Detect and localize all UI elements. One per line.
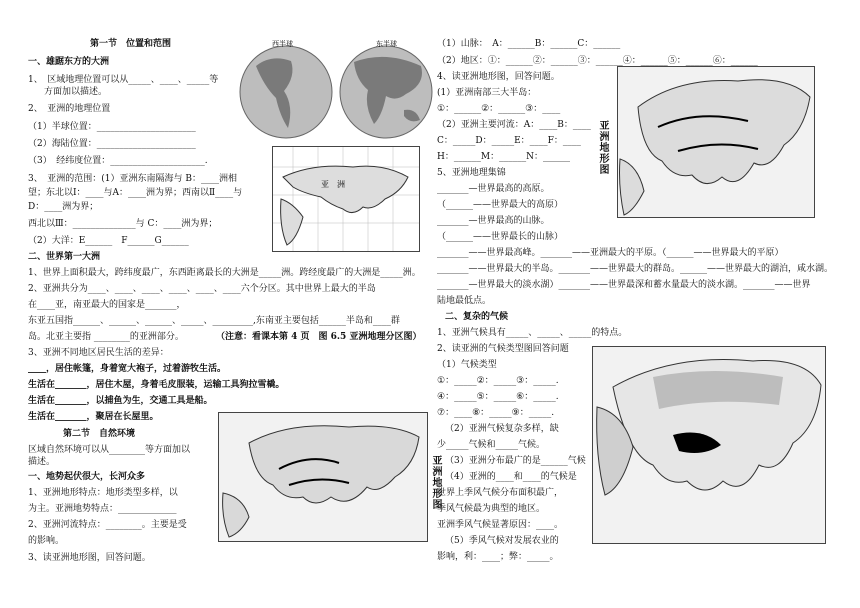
climate-2: 2、读亚洲的气候类型图回答问题 <box>437 344 569 354</box>
main-7: ____，居住帐篷，身着宽大袍子，过着游牧生活。 <box>28 364 227 374</box>
r-line-17: 陆地最低点。 <box>437 296 492 306</box>
climate-12: 季风气候最为典型的地区。 <box>437 504 546 514</box>
heading-1: 一、雄踞东方的大洲 <box>28 57 110 67</box>
terrain-2b: 的影响。 <box>28 536 65 546</box>
r-line-6: （2）亚洲主要河流：A：____B：____ <box>437 120 591 130</box>
terrain-1: 1、亚洲地形特点：地形类型多样，以 <box>28 488 178 498</box>
line-3e: （2）大洋：E______ F______G______ <box>28 236 189 246</box>
r-line-7: C：_____D：_____E：____F：____ <box>437 136 581 146</box>
heading-3: 一、地势起伏很大，长河众多 <box>28 472 146 482</box>
climate-6: ⑦：____⑧：_____⑨：_____. <box>437 408 555 418</box>
terrain-1b: 为主。亚洲地势特点：_____________ <box>28 504 177 514</box>
east-hemisphere-label: 东半球 <box>376 40 397 48</box>
main-8: 生活在_______，居住木屋，身着毛皮服装，运输工具狗拉雪橇。 <box>28 380 285 390</box>
climate-10: （4）亚洲的____和____的气候是 <box>445 472 577 482</box>
line-3d: 西北以Ⅲ：______________与 C：____洲为界； <box>28 219 218 229</box>
main-6: 3、亚洲不同地区居民生活的差异： <box>28 348 169 358</box>
main-3: 在____亚，南亚最大的国家是_______， <box>28 300 186 310</box>
section2-title: 第二节 自然环境 <box>63 429 136 439</box>
r-line-4: (1）亚洲南部三大半岛： <box>437 88 537 98</box>
s2-line-a: 区域自然环境可以从________等方面加以 <box>28 445 191 455</box>
mountains-line: （1）山脉： A：______B：______C：______ <box>437 39 621 49</box>
climate-14: （5）季风气候对发展农业的 <box>445 536 559 546</box>
climate-7: （2）亚洲气候复杂多样，缺 <box>445 424 559 434</box>
main-2: 2、亚洲共分为____、____、____、____、____、____六个分区。其中世界上最大的半岛 <box>28 284 376 294</box>
west-hemisphere-label: 西半球 <box>272 40 293 48</box>
terrain-map-left-title: 亚洲地形图 <box>430 455 441 510</box>
climate-8: 少_____气候和_____气候。 <box>437 440 546 450</box>
climate-9: （3）亚洲分布最广的是______气候 <box>445 456 586 466</box>
asia-climate-map <box>592 346 826 544</box>
line-2a: （1）半球位置：______________________ <box>28 122 196 132</box>
line-1: 1、 区域地理位置可以从_____、____、_____等 <box>28 75 219 85</box>
climate-15: 影响，利：____；弊：_____。 <box>437 552 559 562</box>
line-2c: （3） 经纬度位置：_____________________. <box>28 156 208 166</box>
main-5-note: （注意：看课本第 4 页 图 6.5 亚洲地理分区图） <box>216 332 422 342</box>
asia-terrain-map-right <box>617 66 815 218</box>
heading-4: 二、复杂的气候 <box>445 312 509 322</box>
asia-terrain-map-left <box>218 412 428 542</box>
asia-boundary-map <box>272 146 420 252</box>
terrain-3: 3、读亚洲地形图，回答问题。 <box>28 553 151 563</box>
r-line-12: _______—世界最高的山脉。 <box>437 216 550 226</box>
main-9: 生活在_______，以捕鱼为生，交通工具是船。 <box>28 396 213 406</box>
heading-2: 二、世界第一大洲 <box>28 252 101 262</box>
s2-line-b: 描述。 <box>28 457 56 467</box>
terrain-2: 2、亚洲河流特点：________。主要是受 <box>28 520 187 530</box>
line-3c: D：____洲为界； <box>28 202 99 212</box>
r-line-14: _______——世界最高峰。_______——亚洲最大的平原。（______——世界最大的平原） <box>437 248 784 258</box>
main-4: 东亚五国指______、______、______、_____、_________,东南亚主要包括______半岛和____群 <box>28 316 400 326</box>
regions-line: （2）地区：①：______②：______③：______④：______⑤：______⑥：______ <box>437 56 758 66</box>
main-1: 1、世界上面积最大，跨纬度最广，东西距离最长的大洲是_____洲。跨经度最广的大洲是_____洲。 <box>28 268 421 278</box>
line-1b: 方面加以描述。 <box>44 87 108 97</box>
r-line-10: _______—世界最高的高原。 <box>437 184 550 194</box>
section1-title: 第一节 位置和范围 <box>90 39 172 49</box>
main-10: 生活在_______，聚居在长屋里。 <box>28 412 159 422</box>
climate-13: 亚洲季风气候显著原因：____。 <box>437 520 564 530</box>
r-line-16: _______—世界最大的淡水湖）_______——世界最深和蓄水量最大的淡水湖。_______——世界 <box>437 280 811 290</box>
line-2: 2、 亚洲的地理位置 <box>28 104 111 114</box>
r-line-5: ①：______②：______③：____ <box>437 104 561 114</box>
r-line-8: H：______M：______N：______ <box>437 152 570 162</box>
climate-3: （1）气候类型 <box>437 360 497 370</box>
climate-5: ④：_____⑤：_____⑥：_____. <box>437 392 559 402</box>
hemisphere-globes <box>236 36 436 142</box>
line-2b: （2）海陆位置：______________________ <box>28 139 196 149</box>
climate-1: 1、亚洲气候具有_____、_____、_____的特点。 <box>437 328 628 338</box>
asia-text: 亚 洲 <box>321 180 345 189</box>
r-line-3: 4、读亚洲地形图，回答问题。 <box>437 72 560 82</box>
line-3: 3、 亚洲的范围：(1）亚洲东南隔海与 B：____洲相 <box>28 174 237 184</box>
climate-11: 世界上季风气候分布面积最广， <box>437 488 564 498</box>
terrain-map-right-title: 亚洲地形图 <box>597 120 608 175</box>
main-5: 岛。北亚主要指 ________的亚洲部分。 <box>28 332 184 342</box>
r-line-11: （______——世界最大的高原） <box>437 200 564 210</box>
climate-4: ①：_____②：_____③：_____. <box>437 376 559 386</box>
r-line-13: （______——世界最长的山脉） <box>437 232 564 242</box>
line-3b: 望；东北以Ⅰ：____与A：____洲为界；西南以Ⅱ____与 <box>28 188 243 198</box>
r-line-9: 5、亚洲地理集锦 <box>437 168 506 178</box>
r-line-15: _______——世界最大的半岛。_______——世界最大的群岛。______——世界最大的湖泊，咸水湖。 <box>437 264 834 274</box>
